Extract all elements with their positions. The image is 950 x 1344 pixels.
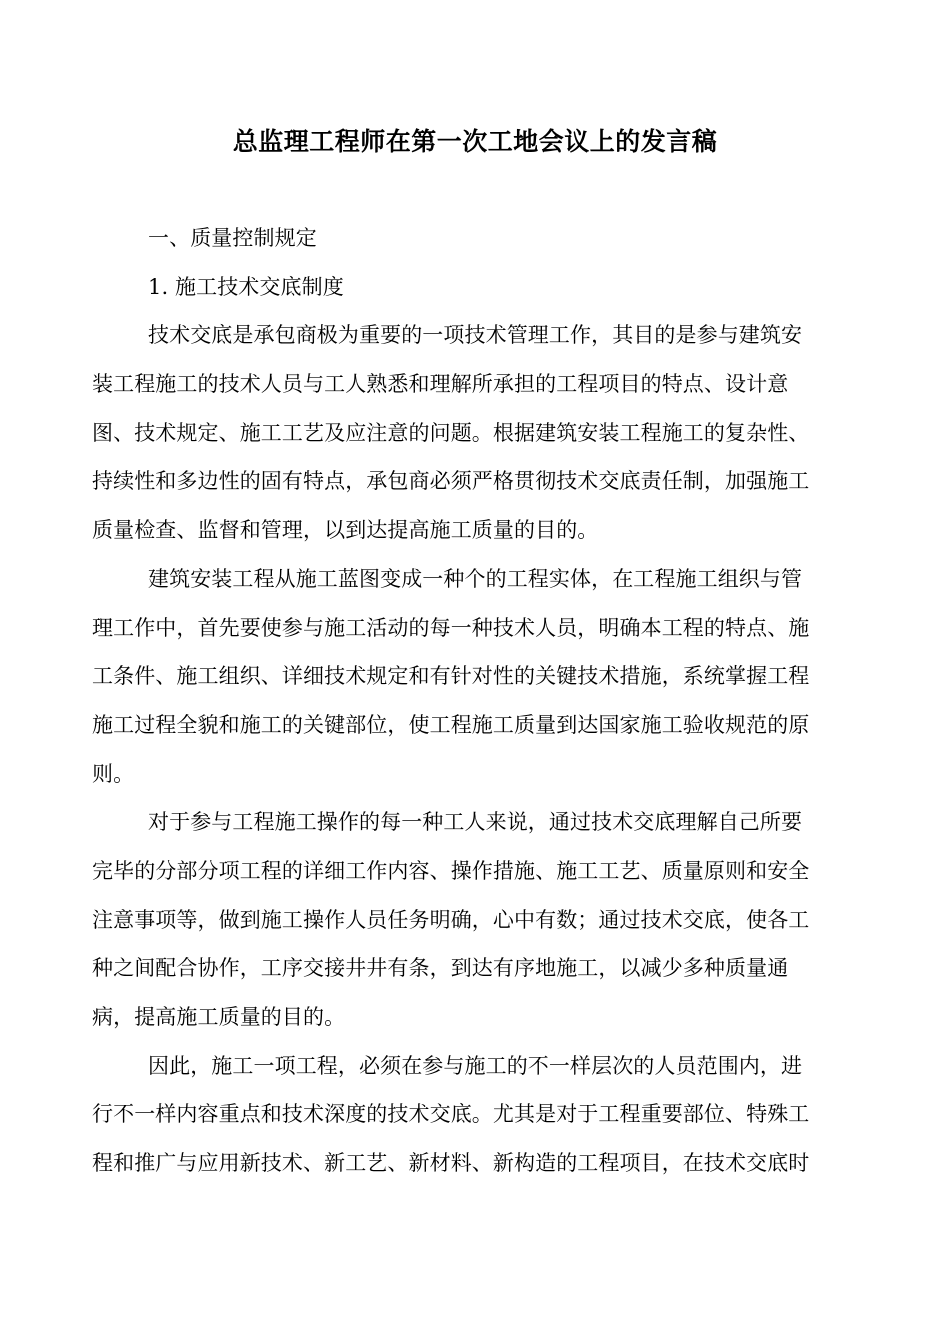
paragraph-1-line-1: 技术交底是承包商极为重要的一项技术管理工作，其目的是参与建筑安: [148, 323, 803, 348]
paragraph-4-line-1: 因此，施工一项工程，必须在参与施工的不一样层次的人员范围内，进: [148, 1053, 803, 1078]
paragraph-4-line-2: 行不一样内容重点和技术深度的技术交底。尤其是对于工程重要部位、特殊工: [92, 1102, 810, 1127]
paragraph-3-line-2: 完毕的分部分项工程的详细工作内容、操作措施、施工工艺、质量原则和安全: [92, 858, 810, 883]
paragraph-1-line-3: 图、技术规定、施工工艺及应注意的问题。根据建筑安装工程施工的复杂性、: [92, 420, 810, 445]
document-body: [92, 222, 850, 1196]
paragraph-2-line-4: 施工过程全貌和施工的关键部位，使工程施工质量到达国家施工验收规范的原: [92, 712, 810, 737]
paragraph-4-line-3: 程和推广与应用新技术、新工艺、新材料、新构造的工程项目，在技术交底时: [92, 1151, 810, 1176]
paragraph-3-line-3: 注意事项等，做到施工操作人员任务明确，心中有数；通过技术交底，使各工: [92, 907, 810, 932]
document-title: 总监理工程师在第一次工地会议上的发言稿: [232, 127, 718, 156]
paragraph-3-line-4: 种之间配合协作，工序交接井井有条，到达有序地施工，以减少多种质量通: [92, 956, 789, 981]
paragraph-1-line-4: 持续性和多边性的固有特点，承包商必须严格贯彻技术交底责任制，加强施工: [92, 469, 810, 494]
paragraph-2-line-2: 理工作中，首先要使参与施工活动的每一种技术人员，明确本工程的特点、施: [92, 615, 810, 640]
paragraph-3-line-1: 对于参与工程施工操作的每一种工人来说，通过技术交底理解自己所要: [148, 810, 803, 835]
paragraph-2-line-5: 则。: [92, 761, 135, 786]
paragraph-2-line-3: 工条件、施工组织、详细技术规定和有针对性的关键技术措施，系统掌握工程: [92, 664, 810, 689]
subsection-heading: 1. 施工技术交底制度: [148, 274, 344, 299]
paragraph-1-line-5: 质量检查、监督和管理，以到达提高施工质量的目的。: [92, 518, 599, 543]
paragraph-1-line-2: 装工程施工的技术人员与工人熟悉和理解所承担的工程项目的特点、设计意: [92, 372, 789, 397]
paragraph-3-line-5: 病，提高施工质量的目的。: [92, 1005, 346, 1029]
paragraph-2-line-1: 建筑安装工程从施工蓝图变成一种个的工程实体，在工程施工组织与管: [148, 566, 803, 591]
section-heading: 一、质量控制规定: [148, 226, 317, 250]
